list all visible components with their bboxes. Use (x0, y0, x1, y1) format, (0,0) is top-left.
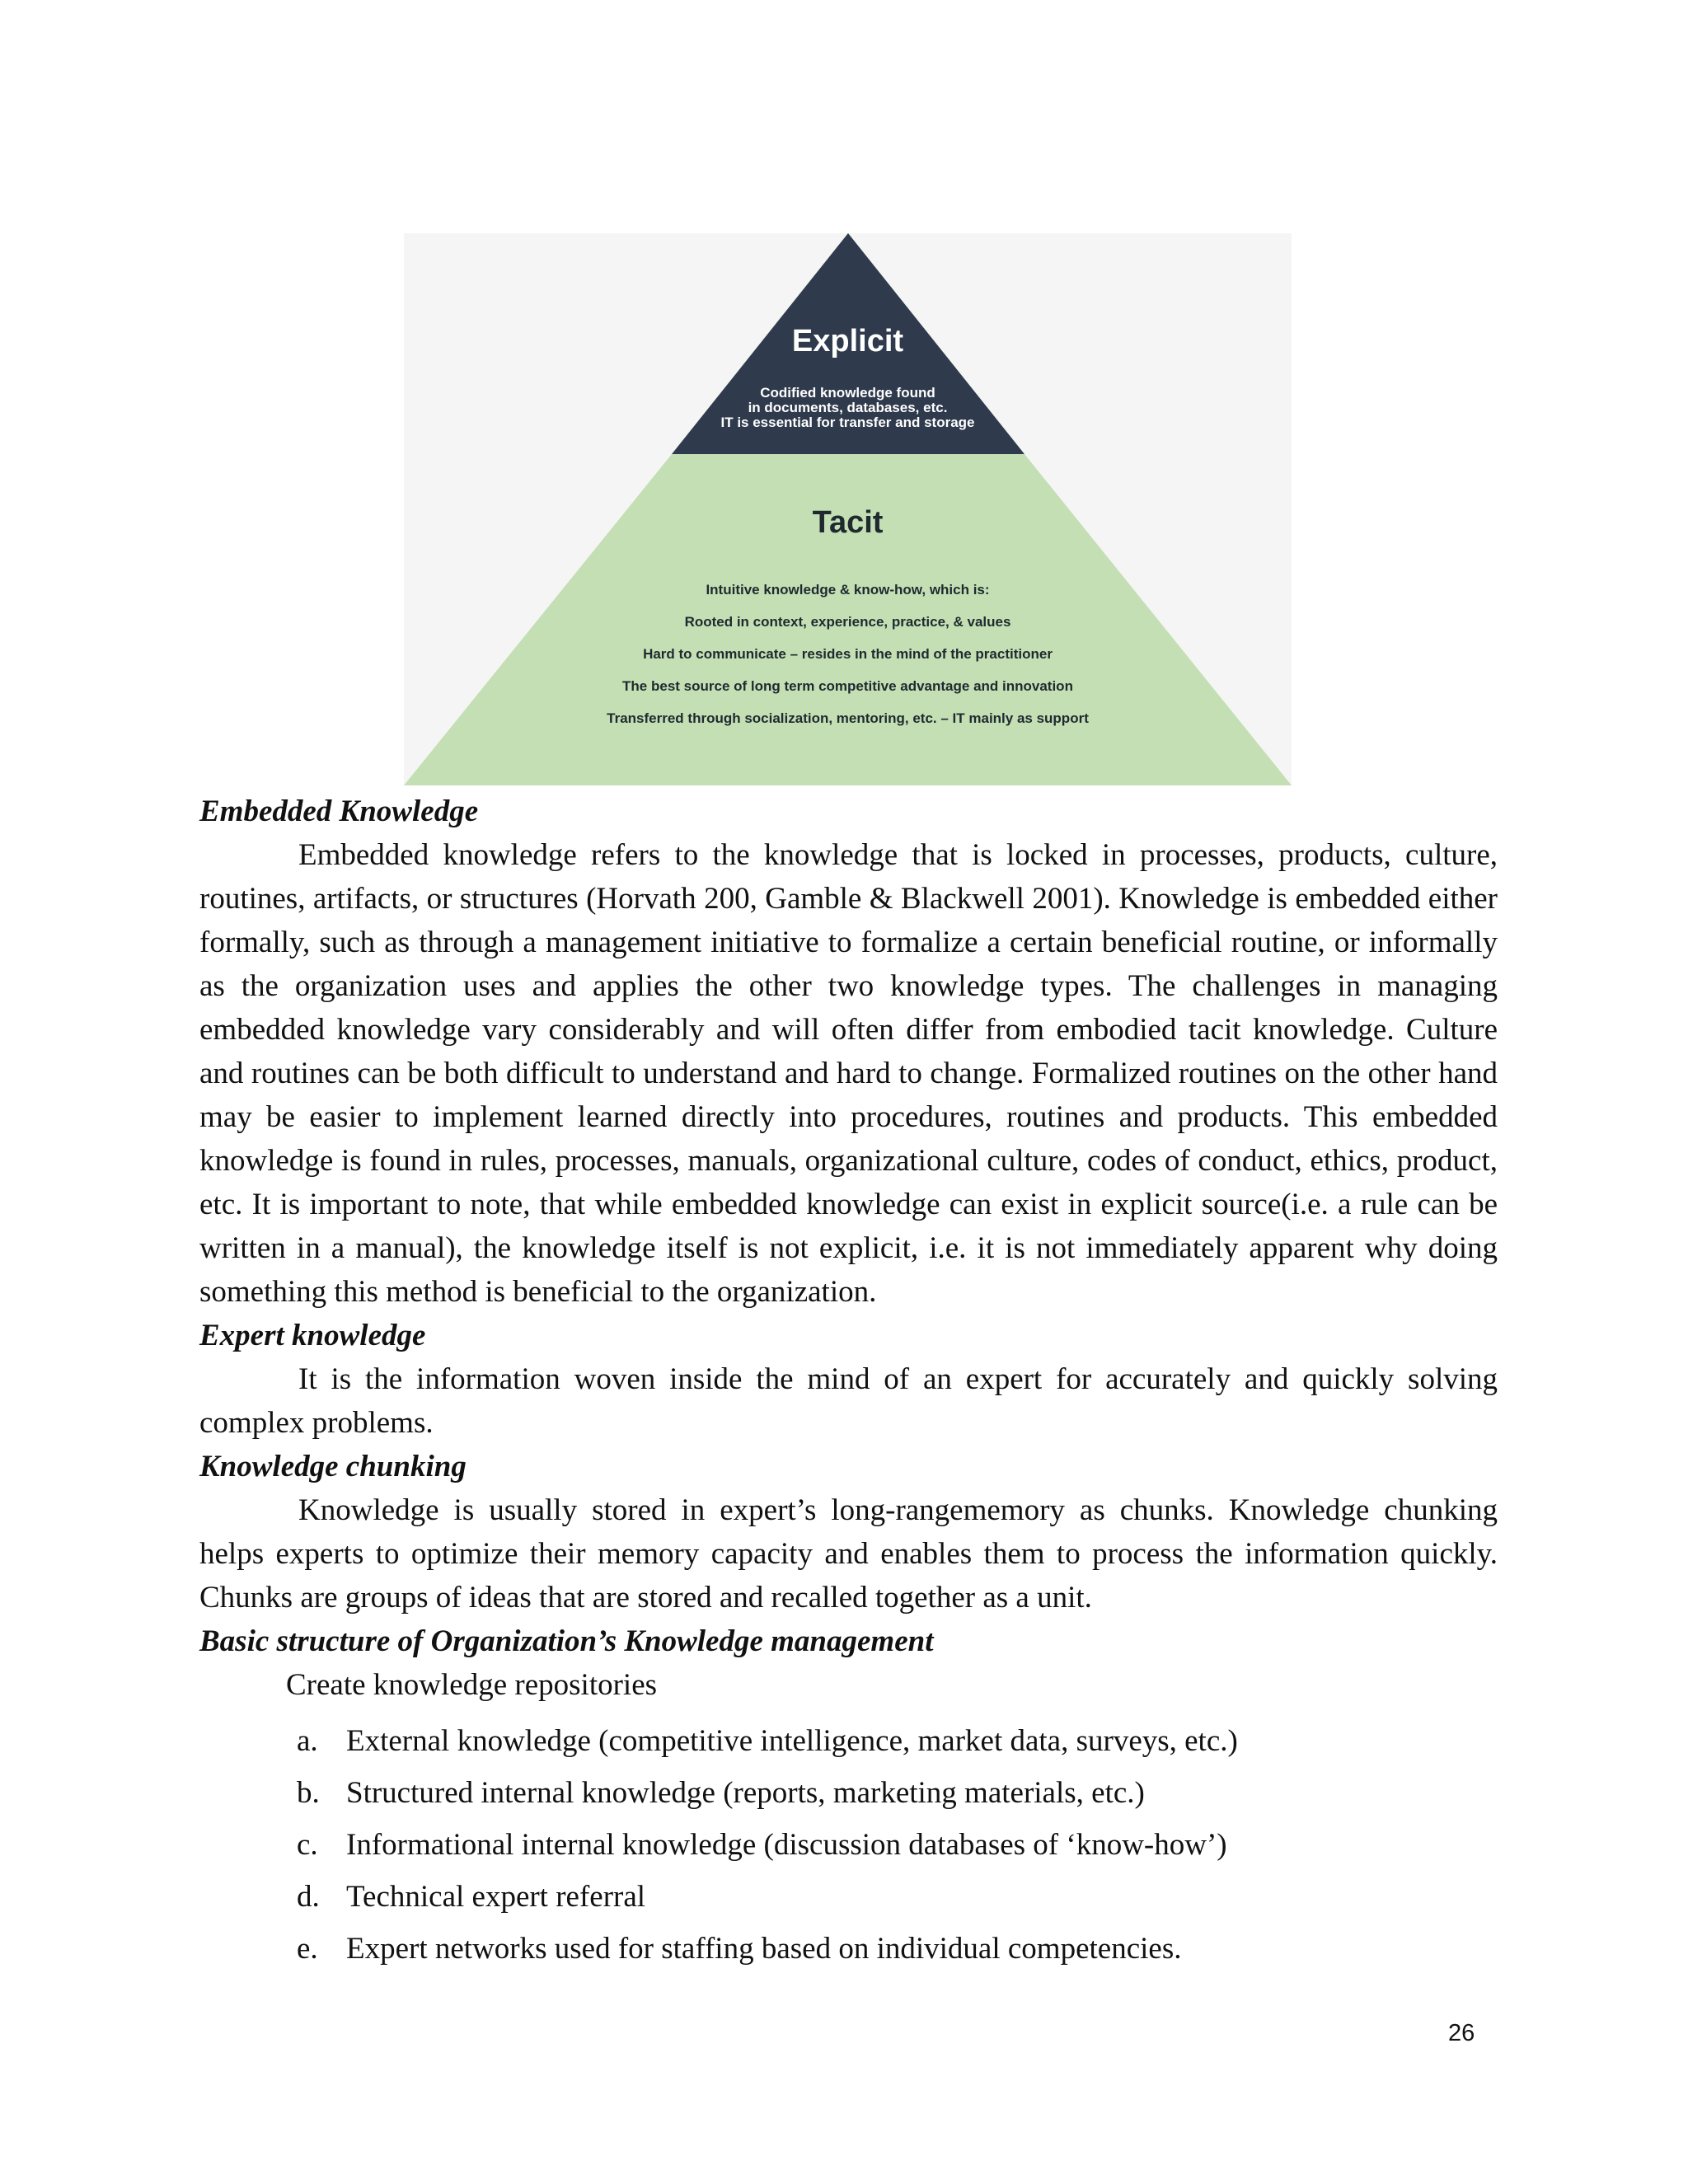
list-marker: e. (297, 1932, 318, 1966)
tacit-line: Hard to communicate – resides in the mind of the practitioner (643, 646, 1053, 662)
tacit-line: Transferred through socialization, mentoring, etc. – IT mainly as support (607, 710, 1089, 726)
list-item (199, 1871, 1498, 1923)
repositories-list (199, 1715, 1498, 1975)
list-marker: d. (297, 1880, 320, 1914)
tacit-description (404, 574, 1292, 734)
tacit-line: Rooted in context, experience, practice, & values (684, 614, 1011, 630)
list-item (199, 1923, 1498, 1975)
list-item-text: Structured internal knowledge (reports, marketing materials, etc.) (346, 1776, 1145, 1810)
list-marker: b. (297, 1776, 320, 1810)
list-marker: c. (297, 1828, 318, 1862)
list-item (199, 1819, 1498, 1871)
explicit-title: Explicit (791, 324, 904, 359)
list-item-text: External knowledge (competitive intelligence, market data, surveys, etc.) (346, 1724, 1238, 1758)
knowledge-chunking-heading: Knowledge chunking (199, 1450, 467, 1483)
explicit-line: Codified knowledge found (760, 385, 935, 401)
expert-knowledge-heading: Expert knowledge (199, 1319, 426, 1352)
page-number: 26 (1448, 2020, 1475, 2046)
list-item-text: Expert networks used for staffing based on individual competencies. (346, 1932, 1182, 1966)
repositories-intro: Create knowledge repositories (286, 1668, 658, 1702)
list-marker: a. (297, 1724, 318, 1758)
basic-structure-heading: Basic structure of Organization’s Knowledge management (199, 1624, 934, 1658)
tacit-line: Intuitive knowledge & know-how, which is: (706, 582, 990, 598)
explicit-description (404, 386, 1292, 430)
knowledge-pyramid-figure (404, 233, 1292, 785)
tacit-line: The best source of long term competitive advantage and innovation (622, 678, 1073, 694)
embedded-knowledge-paragraph: Embedded knowledge refers to the knowledge that is locked in processes, products, culture, routines, artifacts, or structures (Horvath 200, Gamble & Blackwell 2001). Knowledge is embedded either formally, such as through a management initiative to formalize a certain beneficial routine, or informally as the organization uses and applies the other two knowledge types. The challenges in managing embedded knowledge vary considerably and will often differ from embodied tacit knowledge. Culture and routines can be both difficult to understand and hard to change. Formalized routines on the other hand may be easier to implement learned directly into procedures, routines and products. This embedded knowledge is found in rules, processes, manuals, organizational culture, codes of conduct, ethics, product, etc. It is important to note, that while embedded knowledge can exist in explicit source(i.e. a rule can be written in a manual), the knowledge itself is not explicit, i.e. it is not immediately apparent why doing something this method is beneficial to the organization. (199, 838, 1498, 1309)
explicit-line: in documents, databases, etc. (748, 400, 948, 415)
knowledge-chunking-paragraph: Knowledge is usually stored in expert’s long-rangememory as chunks. Knowledge chunking helps experts to optimize their memory capacity and enables them to process the information quickly. Chunks are groups of ideas that are stored and recalled together as a unit. (199, 1493, 1498, 1615)
list-item-text: Technical expert referral (346, 1880, 646, 1914)
expert-knowledge-paragraph: It is the information woven inside the mind of an expert for accurately and quickly solving complex problems. (199, 1362, 1498, 1440)
page-body (199, 790, 1498, 1975)
tacit-title: Tacit (812, 505, 884, 540)
list-item-text: Informational internal knowledge (discussion databases of ‘know-how’) (346, 1828, 1227, 1862)
explicit-line: IT is essential for transfer and storage (720, 415, 975, 430)
list-item (199, 1715, 1498, 1767)
embedded-knowledge-heading: Embedded Knowledge (199, 794, 479, 828)
list-item (199, 1767, 1498, 1819)
